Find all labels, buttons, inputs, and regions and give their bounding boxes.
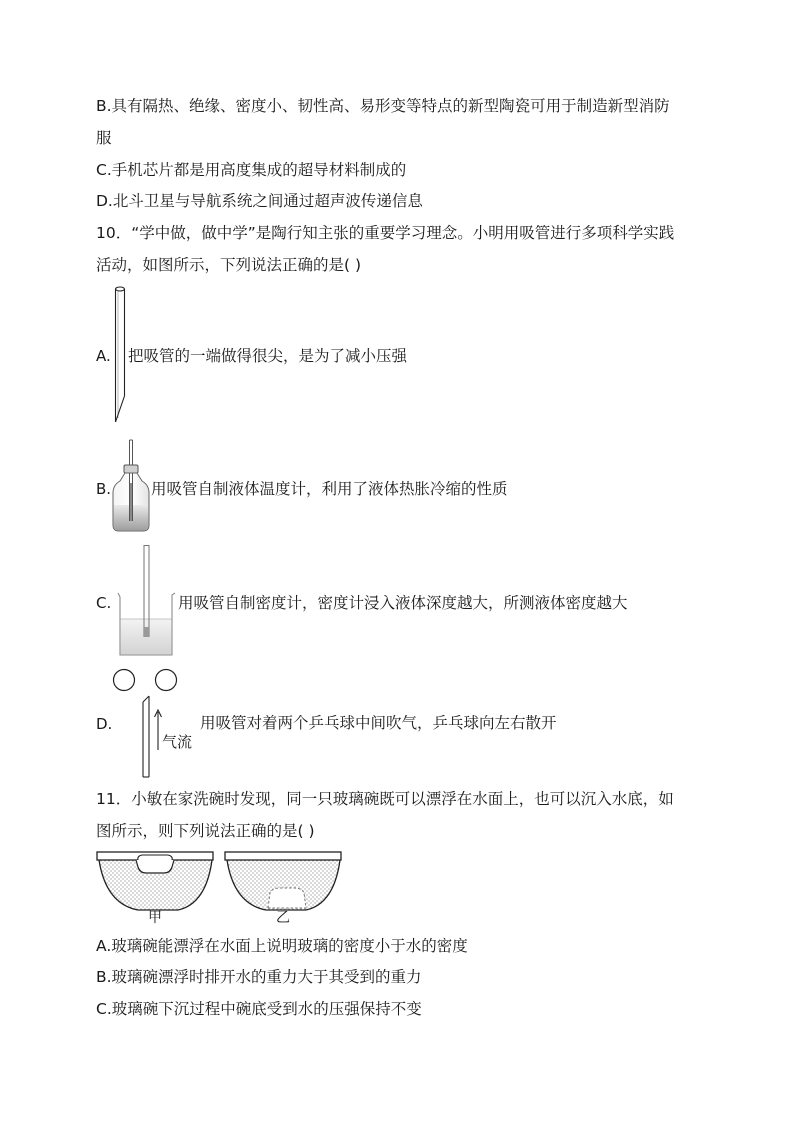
q11-option-c: C.玻璃碗下沉过程中碗底受到水的压强保持不变 [96,1000,422,1018]
q9-option-b-line2: 服 [96,129,112,147]
bottle-thermometer-figure [110,439,152,533]
glass-bowl-figure [96,848,346,928]
q10-stem-line2: 活动，如图所示，下列说法正确的是( ) [96,256,362,274]
q10-option-c-text: 用吸管自制密度计，密度计浸入液体深度越大，所测液体密度越大 [178,594,628,612]
q9-option-d: D.北斗卫星与导航系统之间通过超声波传递信息 [96,192,423,210]
q10-option-a-text: 把吸管的一端做得很尖，是为了减小压强 [128,347,408,365]
q11-stem-line1: 11．小敏在家洗碗时发现，同一只玻璃碗既可以漂浮在水面上，也可以沉入水底，如 [96,790,674,808]
beaker-densimeter-figure [112,545,178,657]
q11-option-b: B.玻璃碗漂浮时排开水的重力大于其受到的重力 [96,968,422,986]
q10-option-b-text: 用吸管自制液体温度计，利用了液体热胀冷缩的性质 [151,480,508,498]
q10-option-d-text: 用吸管对着两个乒乓球中间吹气，乒乓球向左右散开 [200,714,557,732]
q11-stem-line2: 图所示，则下列说法正确的是( ) [96,822,315,840]
q10-option-b-label: B. [96,480,112,498]
figure-label-yi: 乙 [276,910,290,926]
q9-option-b-line1: B.具有隔热、绝缘、密度小、韧性高、易形变等特点的新型陶瓷可用于制造新型消防 [96,97,670,115]
q10-option-c-label: C. [96,594,112,612]
q9-option-c: C.手机芯片都是用高度集成的超导材料制成的 [96,161,407,179]
q11-option-a: A.玻璃碗能漂浮在水面上说明玻璃的密度小于水的密度 [96,937,468,955]
figure-label-jia: 甲 [148,910,162,926]
q10-option-a-label: A. [96,347,111,365]
q10-stem-line1: 10．“学中做，做中学”是陶行知主张的重要学习理念。小明用吸管进行多项科学实践 [96,224,675,242]
airflow-label: 气流 [162,733,193,751]
ping-pong-straw-figure [112,668,184,780]
q10-option-d-label: D. [96,715,113,733]
